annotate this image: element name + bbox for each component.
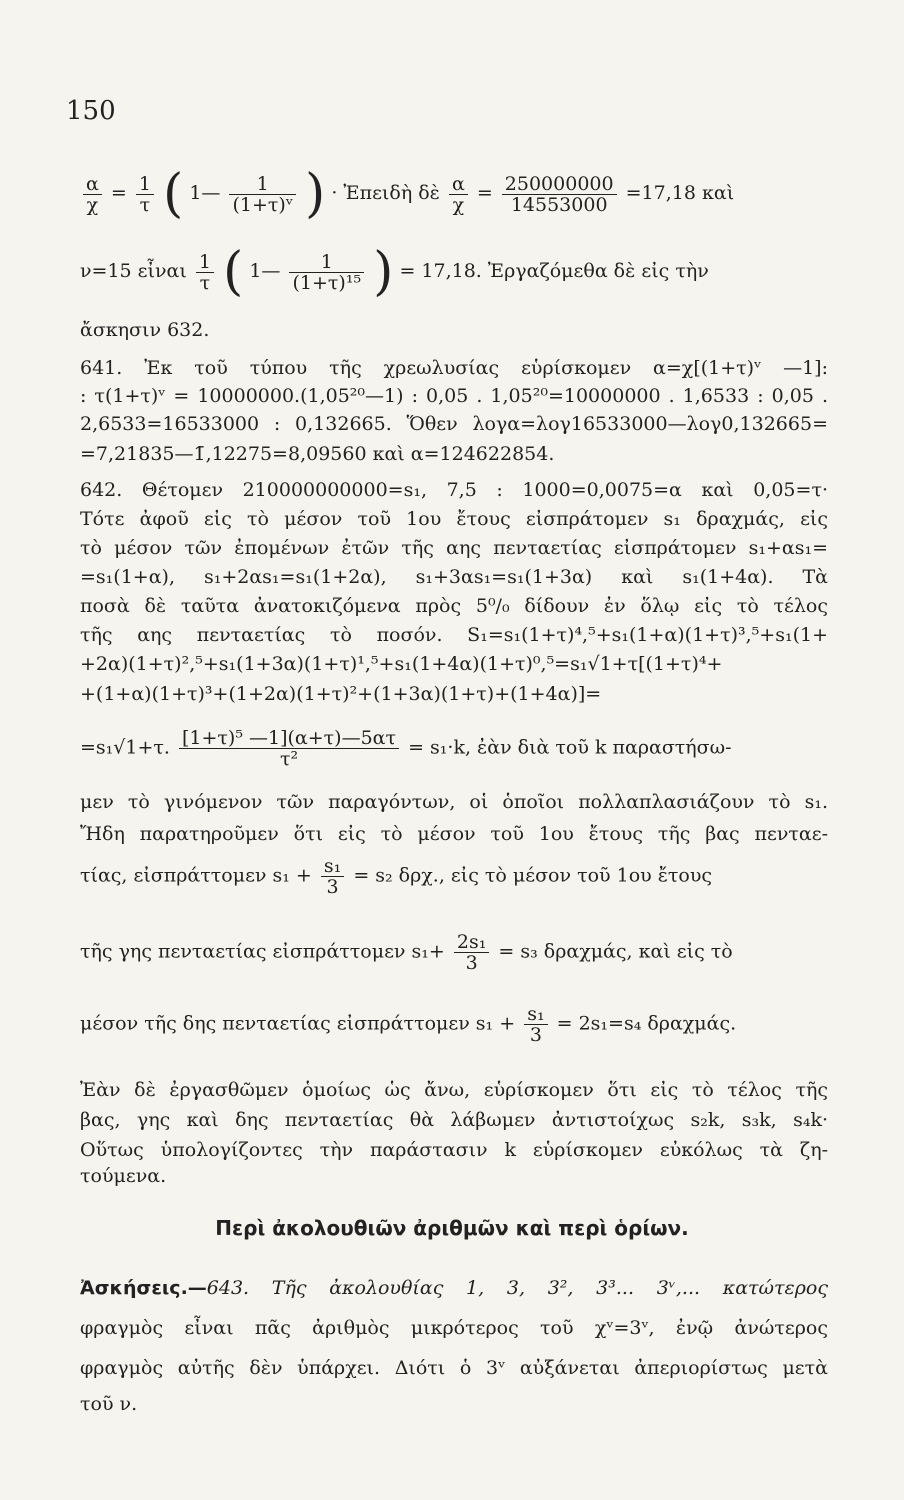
text-line: τούμενα. xyxy=(80,1165,167,1187)
page-number: 150 xyxy=(66,96,116,126)
right-paren: ) xyxy=(304,164,326,224)
text-line: Ἤδη παρατηροῦμεν ὅτι εἰς τὸ μέσον τοῦ 1ου ἔτους τῆς βας πενταε- xyxy=(80,823,828,845)
fraction: $\frac{\text{2s₁}}{3}$ xyxy=(454,932,489,973)
fraction: $\frac{\text{s₁}}{3}$ xyxy=(524,1004,547,1045)
fraction: $\frac{250000000}{14553000}$ xyxy=(502,174,617,215)
text-line: =7,21835—1̄,12275=8,09560 καὶ α=124622854. xyxy=(80,443,555,465)
text-line: τῆς αης πενταετίας τὸ ποσόν. S₁=s₁(1+τ)⁴,⁵+s₁(1+α)(1+τ)³,⁵+s₁(1+ xyxy=(80,624,828,646)
section-heading: Περὶ ἀκολουθιῶν ἀριθμῶν καὶ περὶ ὁρίων. xyxy=(215,1216,689,1240)
exercise-line: Ἀσκήσεις.—643. Τῆς ἀκολουθίας 1, 3, 3², 3³... 3ᵛ,... κατώτερος xyxy=(80,1277,828,1299)
right-paren: ) xyxy=(373,242,394,302)
text-line: βας, γης καὶ δης πενταετίας θὰ λάβωμεν ἀντιστοίχως s₂k, s₃k, s₄k· xyxy=(80,1109,828,1131)
equation-2: ν=15 εἶναι $\frac{1}{\tau}$ ( 1— $\frac{1}{\text{(1+τ)¹⁵}}$ ) = 17,18. Ἐργαζόμεθα δὲ εἰς τὴν xyxy=(80,242,709,302)
text-line: ποσὰ δὲ ταῦτα ἀνατοκιζόμενα πρὸς 5⁰/₀ δίδουν ἐν ὅλῳ εἰς τὸ τέλος xyxy=(80,595,828,617)
fraction: $\frac{1}{\text{(1+τ)ᵛ}}$ xyxy=(229,174,295,215)
text-line: : τ(1+τ)ᵛ = 10000000.(1,05²⁰—1) : 0,05 . 1,05²⁰=10000000 . 1,6533 : 0,05 . xyxy=(80,385,828,407)
fraction: $\frac{\alpha}{\chi}$ xyxy=(449,174,468,215)
equation-1: $\frac{\alpha}{\chi}$ = $\frac{1}{\tau}$ ( 1— $\frac{1}{\text{(1+τ)ᵛ}}$ ) · Ἐπειδὴ δὲ $\frac{\alpha}{\chi}$ = $\frac{250000000}{14553000}$ =17,18 καὶ xyxy=(80,168,828,220)
fraction: $\frac{\alpha}{\chi}$ xyxy=(83,174,102,215)
left-paren: ( xyxy=(163,164,184,224)
equation-3: =s₁√1+τ. $\frac{\text{[1+τ)⁵ —1](α+τ)—5ατ}}{\text{τ²}}$ = s₁·k, ἐὰν διὰ τοῦ k παραστήσω- xyxy=(80,727,732,770)
fraction: $\frac{1}{\text{(1+τ)¹⁵}}$ xyxy=(289,252,364,293)
equation-5: τῆς γης πενταετίας εἰσπράττομεν s₁+ $\frac{\text{2s₁}}{3}$ = s₃ δραχμάς, καὶ εἰς τὸ xyxy=(80,931,733,974)
text-line: τοῦ ν. xyxy=(80,1393,138,1415)
fraction: $\frac{1}{\tau}$ xyxy=(196,252,214,293)
text-line: +2α)(1+τ)²,⁵+s₁(1+3α)(1+τ)¹,⁵+s₁(1+4α)(1+τ)⁰,⁵=s₁√1+τ[(1+τ)⁴+ xyxy=(80,653,723,675)
exercise-label: Ἀσκήσεις.— xyxy=(80,1277,207,1299)
fraction: $\frac{1}{\tau}$ xyxy=(136,174,154,215)
left-paren: ( xyxy=(223,242,244,302)
fraction: $\frac{\text{s₁}}{3}$ xyxy=(321,856,344,897)
text-line: τὸ μέσον τῶν ἐπομένων ἐτῶν τῆς αης πενταετίας εἰσπράτομεν s₁+αs₁= xyxy=(80,537,828,559)
text-line: μεν τὸ γινόμενον τῶν παραγόντων, οἱ ὁποῖοι πολλαπλασιάζουν τὸ s₁. xyxy=(80,791,828,813)
text-line: ἄσκησιν 632. xyxy=(80,319,210,341)
text-line: φραγμὸς εἶναι πᾶς ἀριθμὸς μικρότερος τοῦ χᵛ=3ᵛ, ἐνῷ ἀνώτερος xyxy=(80,1317,828,1339)
text-line: 2,6533=16533000 : 0,132665. Ὅθεν λογα=λογ16533000—λογ0,132665= xyxy=(80,413,828,435)
equation-6: μέσον τῆς δης πενταετίας εἰσπράττομεν s₁ + $\frac{\text{s₁}}{3}$ = 2s₁=s₄ δραχμάς. xyxy=(80,1003,737,1046)
fraction: $\frac{\text{[1+τ)⁵ —1](α+τ)—5ατ}}{\text{τ²}}$ xyxy=(179,728,399,769)
text-line: Τότε ἀφοῦ εἰς τὸ μέσον τοῦ 1ου ἔτους εἰσπράτομεν s₁ δραχμάς, εἰς xyxy=(80,508,828,530)
text-line: φραγμὸς αὐτῆς δὲν ὑπάρχει. Διότι ὁ 3ᵛ αὐξάνεται ἀπεριορίστως μετὰ xyxy=(80,1357,828,1379)
text-line: 642. Θέτομεν 210000000000=s₁, 7,5 : 1000=0,0075=α καὶ 0,05=τ· xyxy=(80,479,828,501)
equation-4: τίας, εἰσπράττομεν s₁ + $\frac{\text{s₁}}{3}$ = s₂ δρχ., εἰς τὸ μέσον τοῦ 1ου ἔτους xyxy=(80,855,713,898)
text-line: =s₁(1+α), s₁+2αs₁=s₁(1+2α), s₁+3αs₁=s₁(1+3α) καὶ s₁(1+4α). Τὰ xyxy=(80,566,828,588)
text-line: 641. Ἐκ τοῦ τύπου τῆς χρεωλυσίας εὑρίσκομεν α=χ[(1+τ)ᵛ —1]: xyxy=(80,357,828,379)
text-line: Οὕτως ὑπολογίζοντες τὴν παράστασιν k εὑρίσκομεν εὐκόλως τὰ ζη- xyxy=(80,1139,828,1161)
text-line: Ἐὰν δὲ ἐργασθῶμεν ὁμοίως ὡς ἄνω, εὑρίσκομεν ὅτι εἰς τὸ τέλος τῆς xyxy=(80,1079,828,1101)
text-line: +(1+α)(1+τ)³+(1+2α)(1+τ)²+(1+3α)(1+τ)+(1+4α)]= xyxy=(80,683,602,705)
